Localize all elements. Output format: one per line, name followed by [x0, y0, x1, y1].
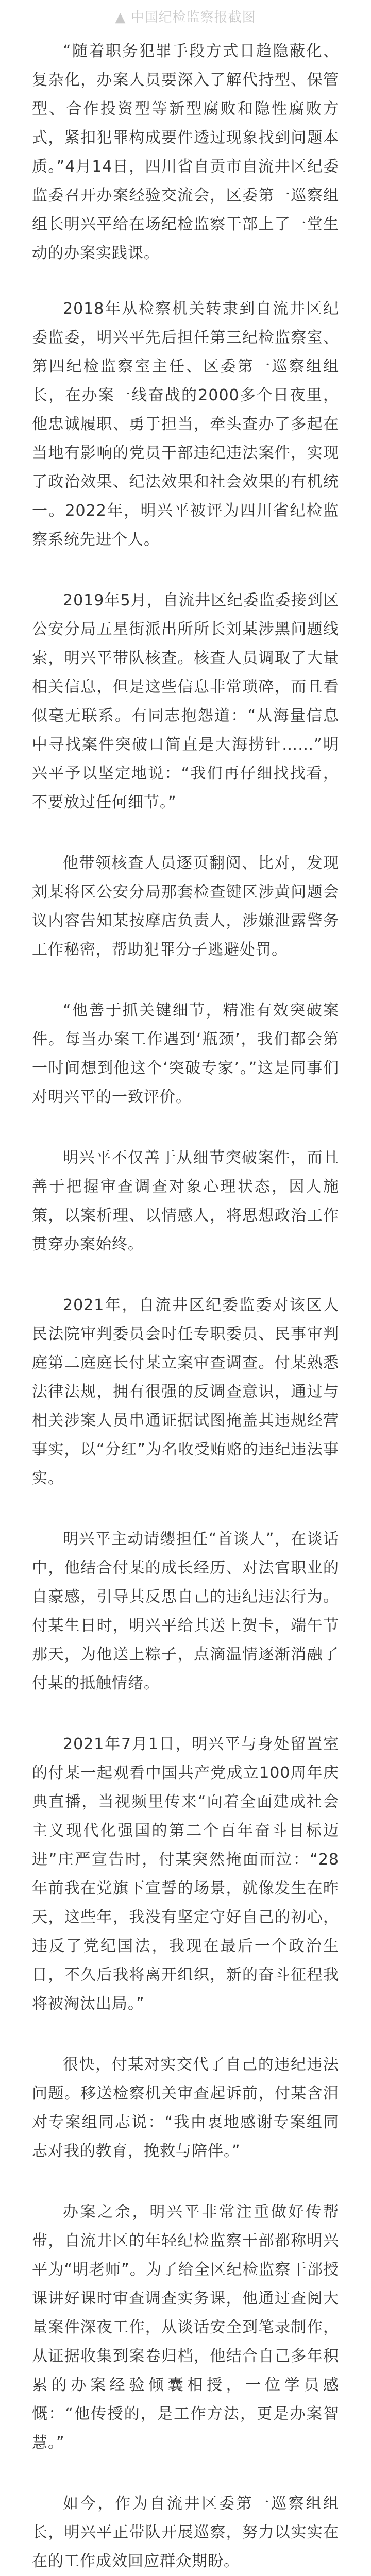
article-paragraph: 2021年7月1日，明兴平与身处留置室的付某一起观看中国共产党成立100周年庆典直播，当视频里传来“向着全面建成社会主义现代化强国的第二个百年奋斗目标迈进”庄严宣告时，付某突然掩面而泣：“28年前我在党旗下宣誓的场景，就像发生在昨天，这些年，我没有坚定守好自己的初心，违反了党纪国法，我现在最后一个政治生日，不久后我将离开组织，新的奋斗征程我将被淘汰出局。”: [32, 1735, 339, 2013]
article-paragraph: 明兴平不仅善于从细节突破案件，而且善于把握审查调查对象心理状态，因人施策，以案析理、以情感人，将思想政治工作贯穿办案始终。: [32, 1149, 339, 1253]
article-paragraph: 如今，作为自流井区委第一巡察组组长，明兴平正带队开展巡察，努力以实实在在的工作成效回应群众期盼。: [32, 2495, 339, 2570]
article-paragraph: 2019年5月，自流井区纪委监委接到区公安分局五星街派出所所长刘某涉黑问题线索，明兴平带队核查。核查人员调取了大量相关信息，但是这些信息非常琐碎，而且看似毫无联系。有同志抱怨道：“从海量信息中寻找案件突破口简直是大海捞针……”明兴平予以坚定地说：“我们再仔细找找看，不要放过任何细节。”: [32, 591, 339, 811]
article-paragraph: “随着职务犯罪手段方式日趋隐蔽化、复杂化，办案人员要深入了解代持型、保管型、合作投资型等新型腐败和隐性腐败方式，紧扣犯罪构成要件透过现象找到问题本质。”4月14日，四川省自贡市自流井区纪委监委召开办案经验交流会，区委第一巡察组组长明兴平给在场纪检监察干部上了一堂生动的办案实践课。: [32, 42, 339, 262]
article-paragraph: 2021年，自流井区纪委监委对该区人民法院审判委员会时任专职委员、民事审判庭第二庭庭长付某立案审查调查。付某熟悉法律法规，拥有很强的反调查意识，通过与相关涉案人员串通证据试图掩盖其违规经营事实，以“分红”为名收受贿赂的违纪违法事实。: [32, 1296, 339, 1487]
article-body: [32, 37, 339, 2576]
article-paragraph: 明兴平主动请缨担任“首谈人”，在谈话中，他结合付某的成长经历、对法官职业的自豪感，引导其反思自己的违纪违法行为。付某生日时，明兴平给其送上贺卡，端午节那天，为他送上粽子，点滴温情逐渐消融了付某的抵触情绪。: [32, 1530, 339, 1692]
article-paragraph: 他带领核查人员逐页翻阅、比对，发现刘某将区公安分局那套检查键区涉黄问题会议内容告知某按摩店负责人，涉嫌泄露警务工作秘密，帮助犯罪分子逃避处罚。: [32, 854, 339, 959]
screenshot-caption: ▲ 中国纪检监察报截图: [115, 10, 256, 25]
article-paragraph: “他善于抓关键细节，精准有效突破案件。每当办案工作遇到‘瓶颈’，我们都会第一时间想到他这个‘突破专家’。”这是同事们对明兴平的一致评价。: [32, 1002, 339, 1106]
article-paragraph: 2018年从检察机关转隶到自流井区纪委监委，明兴平先后担任第三纪检监察室、第四纪检监察室主任、区委第一巡察组组长，在办案一线奋战的2000多个日夜里，他忠诚履职、勇于担当，牵头查办了多起在当地有影响的党员干部违纪违法案件，实现了政治效果、纪法效果和社会效果的有机统一。2022年，明兴平被评为四川省纪检监察系统先进个人。: [32, 300, 339, 549]
article-paragraph: 很快，付某对实交代了自己的违纪违法问题。移送检察机关审查起诉前，付某含泪对专案组同志说：“我由衷地感谢专案组同志对我的教育，挽救与陪伴。”: [32, 2056, 339, 2160]
article-paragraph: 办案之余，明兴平非常注重做好传帮带，自流井区的年轻纪检监察干部都称明兴平为“明老师”。为了给全区纪检监察干部授课讲好课时审查调查实务课，他通过查阅大量案件深夜工作，从谈话安全到笔录制作，从证据收集到案卷归档，他结合自己多年积累的办案经验倾囊相授，一位学员感慨：“他传授的，是工作方法，更是办案智慧。”: [32, 2203, 339, 2452]
